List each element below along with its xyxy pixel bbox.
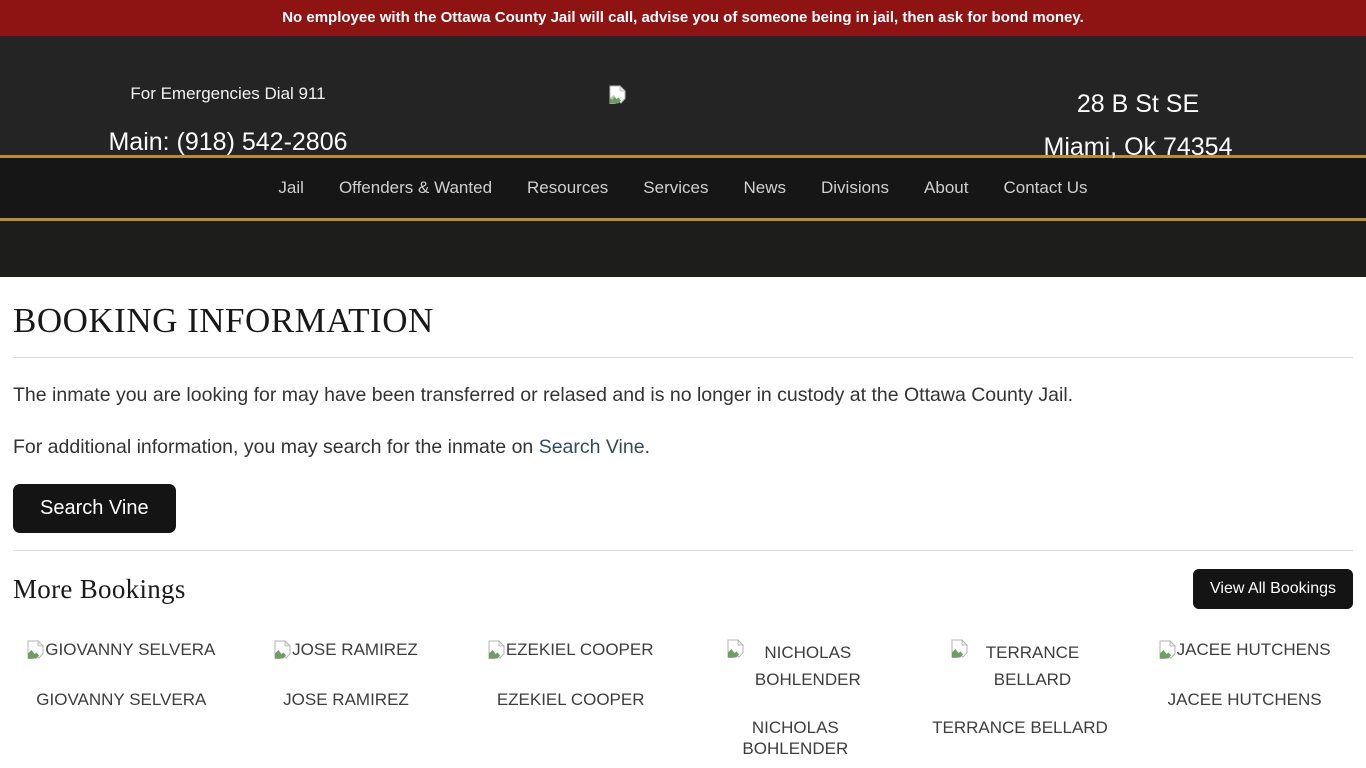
booking-photo-broken[interactable] — [248, 639, 445, 665]
site-header — [0, 36, 1366, 161]
booking-photo-broken[interactable] — [697, 639, 894, 693]
broken-image-icon — [488, 640, 505, 665]
nav-item-offenders-wanted[interactable]: Offenders & Wanted — [338, 178, 493, 197]
view-all-bookings-button[interactable]: View All Bookings — [1193, 569, 1353, 609]
broken-image-icon — [27, 640, 44, 665]
nav-item-news[interactable]: News — [743, 178, 786, 197]
booking-name[interactable]: TERRANCE BELLARD — [932, 718, 1108, 737]
booking-item — [687, 639, 904, 759]
additional-info-text — [13, 436, 1353, 459]
broken-image-icon — [951, 639, 968, 664]
page-title: BOOKING INFORMATION — [13, 301, 434, 340]
main-phone-number: Main: (918) 542-2806 — [108, 128, 348, 156]
main-navigation — [0, 155, 1366, 221]
header-contact-block — [0, 84, 456, 157]
divider — [13, 550, 1353, 551]
nav-item-about[interactable]: About — [924, 178, 969, 197]
booking-name[interactable]: EZEKIEL COOPER — [496, 690, 645, 709]
booking-photo-alt: EZEKIEL COOPER — [505, 640, 654, 659]
scam-warning-banner: No employee with the Ottawa County Jail will call, advise you of someone being in jail, then ask for bond money. — [0, 0, 1366, 36]
search-vine-button[interactable]: Search Vine — [13, 484, 176, 533]
booking-item — [1136, 639, 1353, 759]
hero-strip — [0, 221, 1366, 277]
site-logo-broken-image-icon[interactable] — [609, 85, 626, 109]
nav-item-divisions[interactable]: Divisions — [821, 178, 890, 197]
booking-name[interactable]: NICHOLAS BOHLENDER — [742, 718, 849, 758]
booking-photo-alt: TERRANCE BELLARD — [985, 643, 1080, 689]
booking-item — [13, 639, 230, 759]
booking-photo-alt: NICHOLAS BOHLENDER — [754, 643, 861, 689]
bookings-grid — [13, 639, 1353, 759]
nav-item-services[interactable]: Services — [643, 178, 709, 197]
booking-photo-broken[interactable] — [1146, 639, 1343, 665]
divider — [13, 357, 1353, 358]
nav-item-contact-us[interactable]: Contact Us — [1003, 178, 1088, 197]
main-content — [0, 301, 1366, 759]
nav-item-jail[interactable]: Jail — [278, 178, 304, 197]
more-bookings-title: More Bookings — [13, 573, 186, 604]
broken-image-icon — [1159, 640, 1176, 665]
booking-name[interactable]: JOSE RAMIREZ — [283, 690, 409, 709]
address-line-1: 28 B St SE — [1076, 90, 1200, 118]
booking-item — [238, 639, 455, 759]
booking-photo-broken[interactable] — [23, 639, 220, 665]
booking-photo-alt: JACEE HUTCHENS — [1176, 640, 1331, 659]
transfer-notice-text: The inmate you are looking for may have been transferred or relased and is no longer in custody at the Ottawa County Jail. — [13, 384, 1074, 406]
booking-name[interactable]: JACEE HUTCHENS — [1167, 690, 1322, 709]
additional-info-suffix: . — [644, 436, 650, 458]
booking-item — [912, 639, 1129, 759]
booking-photo-alt: GIOVANNY SELVERA — [45, 640, 216, 659]
address-line-2: Miami, Ok 74354 — [1043, 133, 1233, 161]
booking-photo-broken[interactable] — [472, 639, 669, 665]
broken-image-icon — [274, 640, 291, 665]
booking-photo-broken[interactable] — [922, 639, 1119, 693]
booking-name[interactable]: GIOVANNY SELVERA — [36, 690, 207, 709]
broken-image-icon — [727, 639, 744, 664]
search-vine-link[interactable]: Search Vine — [538, 436, 645, 458]
emergency-text: For Emergencies Dial 911 — [130, 84, 326, 103]
booking-photo-alt: JOSE RAMIREZ — [292, 640, 418, 659]
nav-item-resources[interactable]: Resources — [527, 178, 609, 197]
additional-info-prefix: For additional information, you may search for the inmate on — [13, 436, 539, 458]
more-bookings-header — [13, 569, 1353, 609]
booking-item — [462, 639, 679, 759]
header-address-block — [910, 90, 1366, 162]
